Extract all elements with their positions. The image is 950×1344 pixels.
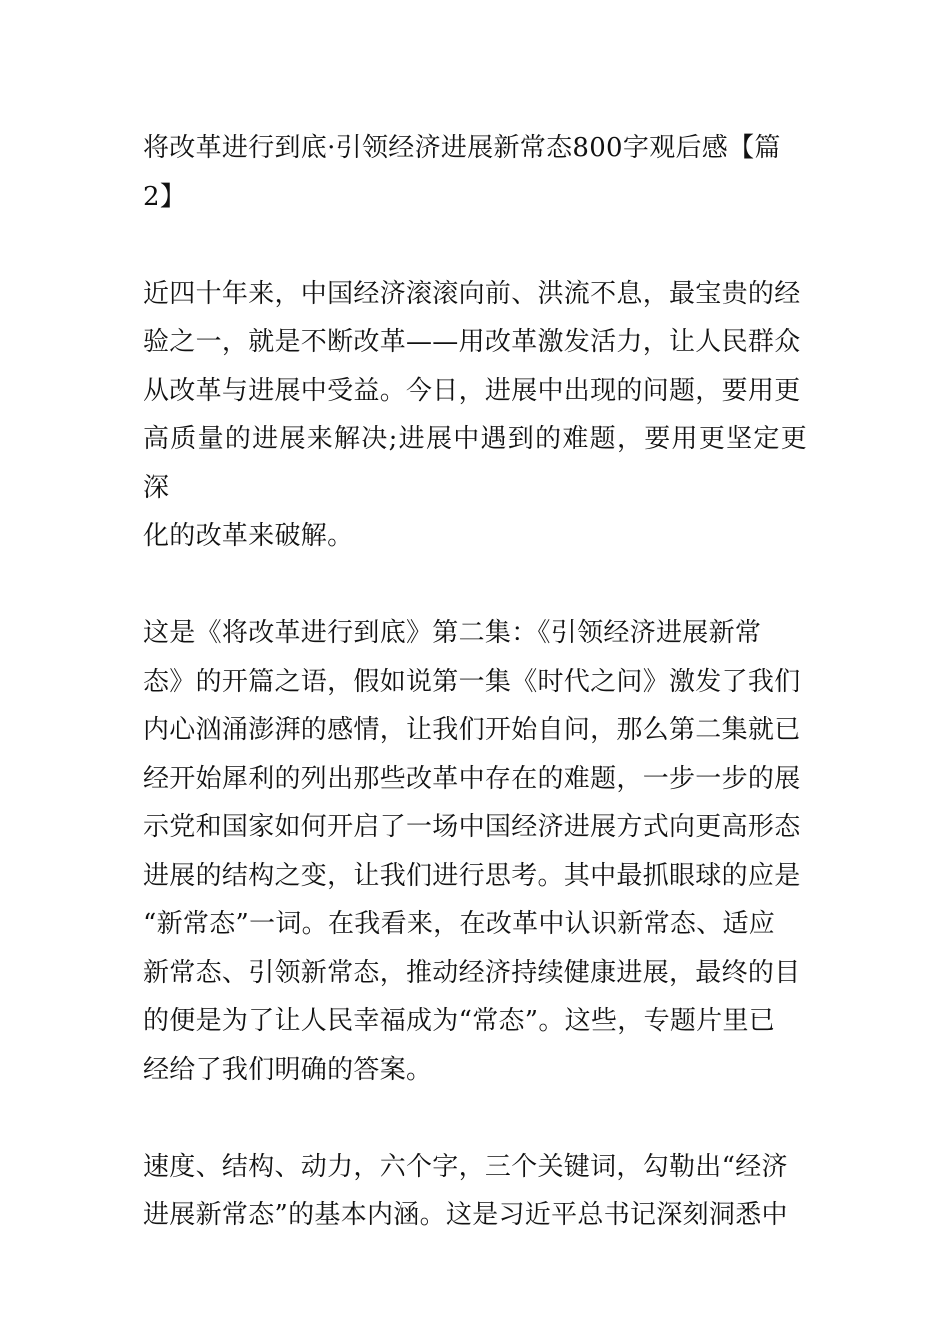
text-line: 经给了我们明确的答案。 (143, 1054, 433, 1085)
text-line: 进展的结构之变，让我们进行思考。其中最抓眼球的应是 (143, 860, 801, 891)
text-line: 的便是为了让人民幸福成为“常态”。这些，专题片里已 (143, 1006, 776, 1036)
text-line: 验之一，就是不断改革——用改革激发活力，让人民群众 (143, 327, 801, 357)
text-line: 内心汹涌澎湃的感情，让我们开始自问，那么第二集就已 (143, 715, 801, 745)
text-line: “新常态”一词。在我看来，在改革中认识新常态、适应 (143, 909, 776, 939)
text-line: 近四十年来，中国经济滚滚向前、洪流不息，最宝贵的经 (143, 278, 801, 309)
document-body (143, 124, 807, 1240)
text-line: 高质量的进展来解决;进展中遇到的难题，要用更坚定更深 (143, 424, 807, 503)
text-line: 经开始犀利的列出那些改革中存在的难题，一步一步的展 (143, 763, 801, 794)
paragraph-2 (143, 609, 807, 1094)
text-line: 这是《将改革进行到底》第二集：《引领经济进展新常 (143, 618, 762, 648)
text-line: 示党和国家如何开启了一场中国经济进展方式向更高形态 (143, 812, 801, 842)
text-line: 新常态、引领新常态，推动经济持续健康进展，最终的目 (143, 957, 801, 988)
text-line: 从改革与进展中受益。今日，进展中出现的问题，要用更 (143, 375, 801, 406)
text-line: 进展新常态”的基本内涵。这是习近平总书记深刻洞悉中 (143, 1200, 788, 1230)
title-line: 2】 (143, 181, 187, 212)
text-line: 化的改革来破解。 (143, 521, 354, 551)
paragraph-gap (143, 221, 807, 270)
paragraph-gap (143, 1094, 807, 1143)
text-line: 态》的开篇之语，假如说第一集《时代之问》激发了我们 (143, 666, 801, 697)
title-line: 将改革进行到底·引领经济进展新常态800字观后感【篇 (143, 133, 781, 163)
paragraph-gap (143, 561, 807, 610)
paragraph-3 (143, 1143, 807, 1240)
paragraph-1 (143, 270, 807, 561)
text-line: 速度、结构、动力，六个字，三个关键词，勾勒出“经济 (143, 1151, 788, 1182)
